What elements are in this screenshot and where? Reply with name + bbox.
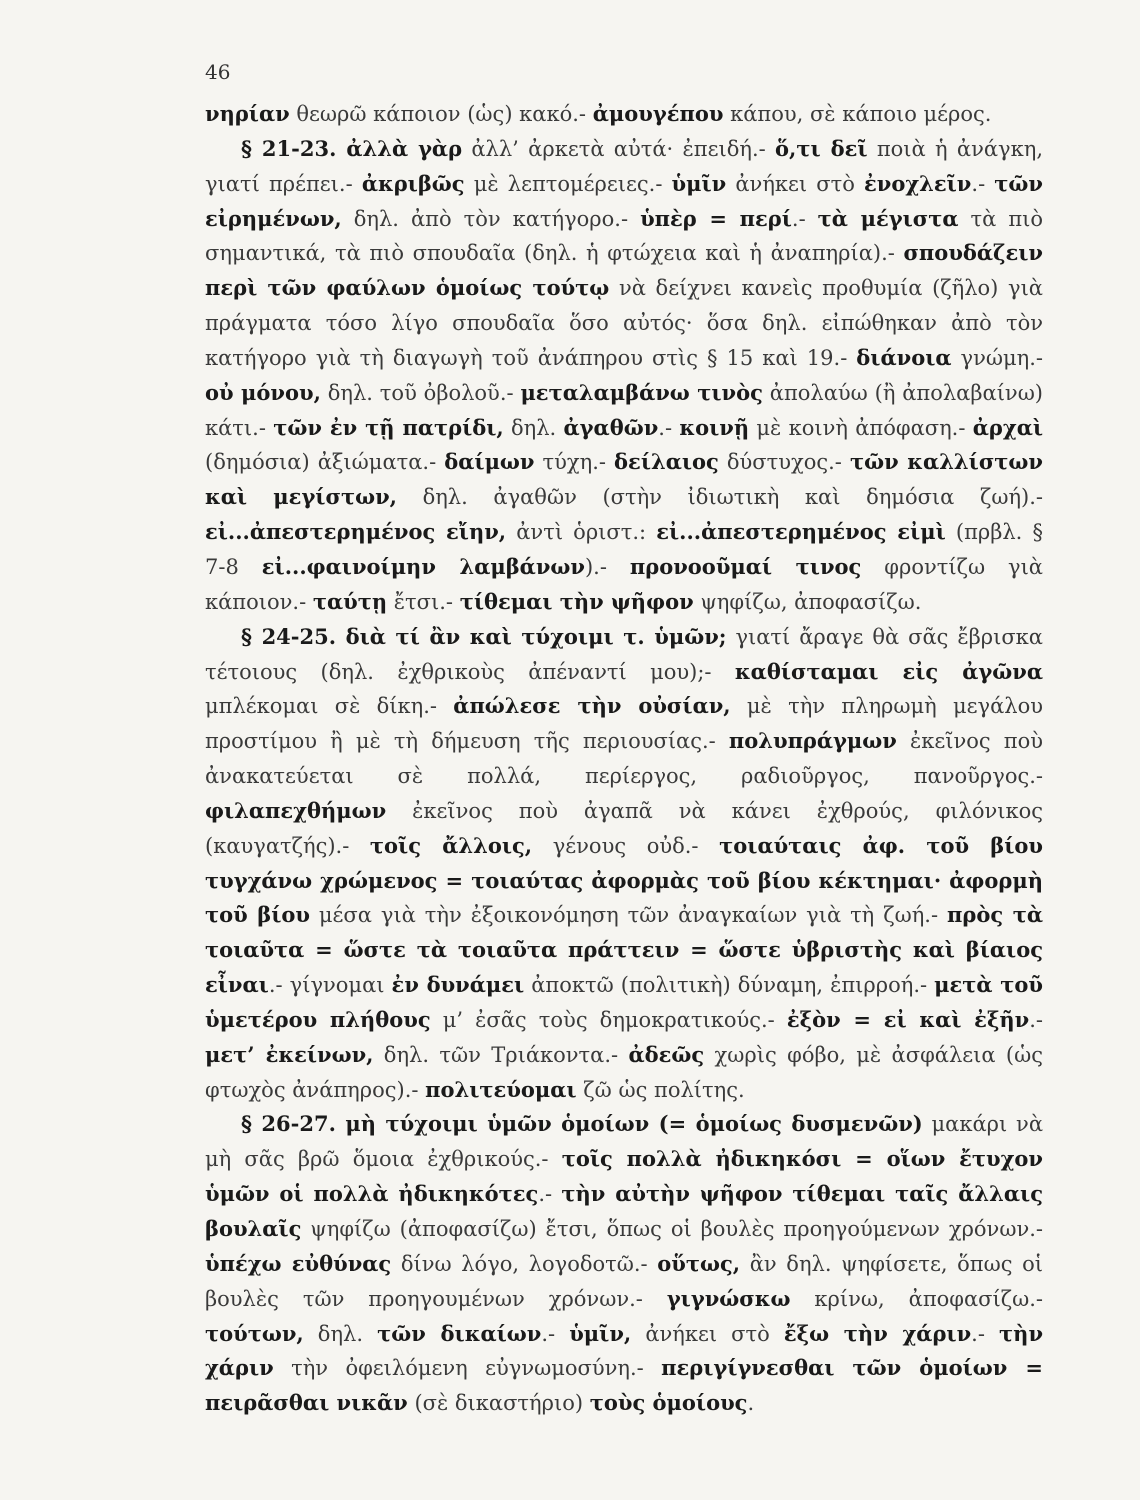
- lemma: τοῖς πολλὰ ἠδικηκόσι = οἵων ἔτυχον ὑμῶν οἱ πολλὰ ἠδικηκότες: [205, 1146, 1043, 1207]
- gloss: μὲ κοινὴ ἀπόφαση.-: [749, 415, 973, 440]
- gloss: τύχη.-: [534, 450, 615, 475]
- lemma: δείλαιος: [614, 449, 719, 475]
- lemma: τῶν καλλίστων καὶ μεγίστων,: [205, 449, 1043, 510]
- gloss: ποιὰ ἡ ἀνάγκη, γιατί πρέπει.-: [205, 136, 1043, 196]
- lemma: τοὺς ὁμοίους: [589, 1390, 748, 1416]
- gloss: φροντίζω γιὰ κάποιον.-: [205, 554, 1043, 614]
- gloss: δηλ. ἀπὸ τὸν κατήγορο.-: [341, 206, 641, 231]
- gloss: .-: [1029, 1007, 1044, 1032]
- gloss: γίγνομαι: [289, 973, 385, 998]
- lemma: νηρίαν: [205, 101, 290, 126]
- lemma: ὅ,τι δεῖ: [775, 135, 868, 161]
- lemma: ἀπώλεσε τὴν οὐσίαν,: [453, 693, 731, 719]
- gloss: ψηφίζω (ἀποφασίζω) ἔτσι, ὅπως οἱ βουλὲς προηγούμενων χρόνων.-: [301, 1217, 1043, 1241]
- gloss: .-: [971, 1321, 1000, 1346]
- gloss: .-: [791, 206, 818, 231]
- lemma: εἰ...ἀπεστερημένος εἰμὶ: [656, 519, 946, 545]
- gloss: ἐκεῖνος ποὺ ἀνακατεύεται σὲ πολλά, περίεργος, ραδιοῦργος, πανοῦργος.-: [205, 729, 1043, 789]
- gloss: γνώμη.-: [951, 345, 1043, 370]
- gloss: δηλ. τῶν Τριάκοντα.-: [373, 1042, 629, 1067]
- gloss: .-: [971, 171, 995, 196]
- gloss: τὴν ὀφειλόμενη εὐγνωμοσύνη.-: [273, 1356, 662, 1381]
- gloss: μπλέκομαι σὲ δίκη.-: [205, 694, 454, 719]
- gloss: [384, 973, 391, 997]
- gloss: ἂν δηλ. ψηφίσετε, ὅπως οἱ βουλὲς τῶν προηγουμένων χρόνων.-: [205, 1251, 1043, 1311]
- lemma: διάνοια: [856, 344, 952, 370]
- lemma: τοῖς ἄλλοις,: [369, 832, 533, 858]
- gloss: (σὲ δικαστήριο): [407, 1391, 590, 1416]
- paragraph: [205, 1107, 1043, 1421]
- gloss: ἀνήκει στὸ: [631, 1321, 784, 1346]
- lemma: γιγνώσκω: [666, 1285, 791, 1311]
- gloss: .-: [268, 973, 290, 998]
- paragraph: [205, 97, 1043, 132]
- lemma: τῶν δικαίων: [377, 1320, 542, 1346]
- lemma: προνοοῦμαί τινος: [629, 553, 862, 579]
- lemma: τίθεμαι τὴν ψῆφον: [459, 588, 694, 614]
- lemma: ἀδεῶς: [628, 1041, 705, 1067]
- gloss: ἀλλ’ ἀρκετὰ αὐτά· ἐπειδή.-: [462, 136, 776, 161]
- gloss: μὲ τὴν πληρωμὴ μεγάλου προστίμου ἢ μὲ τὴ δήμευση τῆς περιουσίας.-: [205, 694, 1043, 754]
- lemma: ἐν δυνάμει: [391, 972, 525, 998]
- lemma: τῶν ἐν τῇ πατρίδι,: [273, 414, 504, 440]
- lemma: δαίμων: [444, 449, 535, 475]
- gloss: τὰ πιὸ σημαντικά, τὰ πιὸ σπουδαῖα (δηλ. ἡ φτώχεια καὶ ἡ ἀναπηρία).-: [205, 206, 1044, 266]
- lemma: φιλαπεχθήμων: [205, 797, 387, 823]
- lemma: μετὰ τοῦ ὑμετέρου πλήθους: [205, 972, 1043, 1032]
- gloss: ἀντὶ ὁριστ.:: [506, 520, 657, 545]
- lemma: πολυπράγμων: [728, 728, 897, 754]
- gloss: μακάρι νὰ μὴ σᾶς βρῶ ὅμοια ἐχθρικούς.-: [205, 1112, 1044, 1172]
- lemma: τούτων,: [205, 1320, 304, 1346]
- gloss: κρίνω, ἀποφασίζω.-: [790, 1286, 1043, 1311]
- lemma: οὐ μόνου,: [205, 379, 321, 405]
- lemma: ἀρχαὶ: [972, 414, 1044, 440]
- page-number: 46: [205, 60, 231, 84]
- lemma: οὕτως,: [657, 1250, 741, 1276]
- lemma: κοινῇ: [679, 414, 750, 440]
- gloss: ζῶ ὡς πολίτης.: [576, 1077, 745, 1102]
- gloss: κάπου, σὲ κάποιο μέρος.: [723, 102, 992, 126]
- gloss: (πρβλ. § 7-8: [205, 520, 1043, 579]
- gloss: θεωρῶ κάποιον (ὡς) κακό.-: [289, 102, 593, 126]
- lemma: ἐνοχλεῖν: [864, 170, 972, 196]
- gloss: νὰ δείχνει κανεὶς προθυμία (ζῆλο) γιὰ πράγματα τόσο λίγο σπουδαῖα ὅσο αὐτός· ὅσα δηλ. εἰπώθηκαν ἀπὸ τὸν κατήγορο γιὰ τὴ διαγωγὴ τοῦ ἀνάπηρου στὶς § 15 καὶ 19.-: [205, 276, 1043, 370]
- gloss: δίνω λόγο, λογοδοτῶ.-: [391, 1251, 658, 1276]
- lemma: § 24-25. διὰ τί ἂν καὶ τύχοιμι τ. ὑμῶν;: [241, 623, 727, 649]
- gloss: ἀπολαύω (ἢ ἀπολαβαίνω) κάτι.-: [205, 380, 1044, 440]
- lemma: μετ’ ἐκείνων,: [205, 1041, 374, 1067]
- lemma: πολιτεύομαι: [425, 1076, 577, 1102]
- lemma: τοιαύταις ἀφ. τοῦ βίου τυγχάνω χρώμενος = τοιαύτας ἀφορμὰς τοῦ βίου κέκτημαι· ἀφορμὴ τοῦ βίου: [205, 832, 1043, 928]
- lemma: ὑμῖν: [671, 170, 727, 196]
- lemma: § 26-27. μὴ τύχοιμι ὑμῶν ὁμοίων (= ὁμοίως δυσμενῶν): [241, 1111, 923, 1137]
- lemma: σπουδάζειν περὶ τῶν φαύλων ὁμοίως τούτῳ: [205, 240, 1043, 301]
- gloss: .-: [658, 415, 680, 440]
- lemma: ἀγαθῶν: [563, 414, 659, 440]
- lemma: εἰ...ἀπεστερημένος εἴην,: [205, 519, 507, 545]
- gloss: ἀνήκει στὸ: [726, 171, 864, 196]
- gloss: δηλ.: [303, 1321, 378, 1346]
- gloss: .-: [538, 1182, 562, 1207]
- lemma: τὴν αὐτὴν ψῆφον τίθεμαι ταῖς ἄλλαις βουλαῖς: [205, 1181, 1043, 1241]
- lemma: ἔξω τὴν χάριν: [783, 1320, 972, 1346]
- gloss: μέσα γιὰ τὴν ἐξοικονόμηση τῶν ἀναγκαίων γιὰ τὴ ζωή.-: [309, 903, 948, 928]
- gloss: ).-: [584, 554, 630, 579]
- lemma: ὑπὲρ = περί: [640, 205, 792, 231]
- paragraph: [205, 620, 1043, 1108]
- paragraph: [205, 132, 1043, 620]
- lemma: τὴν χάριν: [205, 1320, 1044, 1381]
- gloss: δύστυχος.-: [718, 450, 850, 475]
- lemma: εἰ...φαινοίμην λαμβάνων: [261, 553, 585, 579]
- lemma: περιγίγνεσθαι τῶν ὁμοίων = πειρᾶσθαι νικᾶν: [205, 1355, 1043, 1416]
- gloss: (δημόσια) ἀξιώματα.-: [205, 450, 445, 475]
- lemma: τὰ μέγιστα: [817, 205, 959, 231]
- gloss: μὲ λεπτομέρειες.-: [464, 171, 672, 196]
- gloss: δηλ.: [503, 415, 564, 440]
- gloss: γένους οὐδ.-: [532, 833, 720, 858]
- lemma: καθίσταμαι εἰς ἀγῶνα: [734, 658, 1043, 684]
- lemma: τῶν εἰρημένων,: [205, 170, 1043, 231]
- gloss: χωρὶς φόβο, μὲ ἀσφάλεια (ὡς φτωχὸς ἀνάπηρος).-: [205, 1042, 1043, 1102]
- lemma: ἐξὸν = εἰ καὶ ἐξῆν: [786, 1006, 1030, 1032]
- lemma: μεταλαμβάνω τινὸς: [520, 379, 763, 405]
- gloss: .: [747, 1391, 755, 1416]
- gloss: δηλ. ἀγαθῶν (στὴν ἰδιωτικὴ καὶ δημόσια ζωή).-: [396, 485, 1044, 510]
- gloss: γιατί ἄραγε θὰ σᾶς ἔβρισκα τέτοιους (δηλ. ἐχθρικοὺς ἀπέναντί μου);-: [205, 624, 1043, 684]
- lemma: ταύτῃ: [312, 588, 388, 614]
- gloss: δηλ. τοῦ ὀβολοῦ.-: [320, 380, 521, 405]
- lemma: § 21-23. ἀλλὰ γὰρ: [241, 135, 463, 161]
- lemma: ὑμῖν,: [569, 1320, 632, 1346]
- commentary-text: [205, 97, 1043, 1421]
- gloss: ἀποκτῶ (πολιτικὴ) δύναμη, ἐπιρροή.-: [524, 973, 935, 998]
- gloss: .-: [541, 1321, 570, 1346]
- gloss: ψηφίζω, ἀποφασίζω.: [693, 589, 922, 614]
- gloss: μ’ ἐσᾶς τοὺς δημοκρατικούς.-: [430, 1007, 787, 1032]
- gloss: ἔτσι.-: [387, 589, 460, 614]
- gloss: ἐκεῖνος ποὺ ἀγαπᾶ νὰ κάνει ἐχθρούς, φιλόνικος (καυγατζής).-: [205, 798, 1043, 858]
- lemma: ἀμουγέπου: [592, 101, 724, 126]
- lemma: ὑπέχω εὐθύνας: [205, 1250, 392, 1276]
- lemma: ἀκριβῶς: [361, 170, 465, 196]
- lemma: πρὸς τὰ τοιαῦτα = ὥστε τὰ τοιαῦτα πράττειν = ὥστε ὑβριστὴς καὶ βίαιος εἶναι: [205, 902, 1044, 998]
